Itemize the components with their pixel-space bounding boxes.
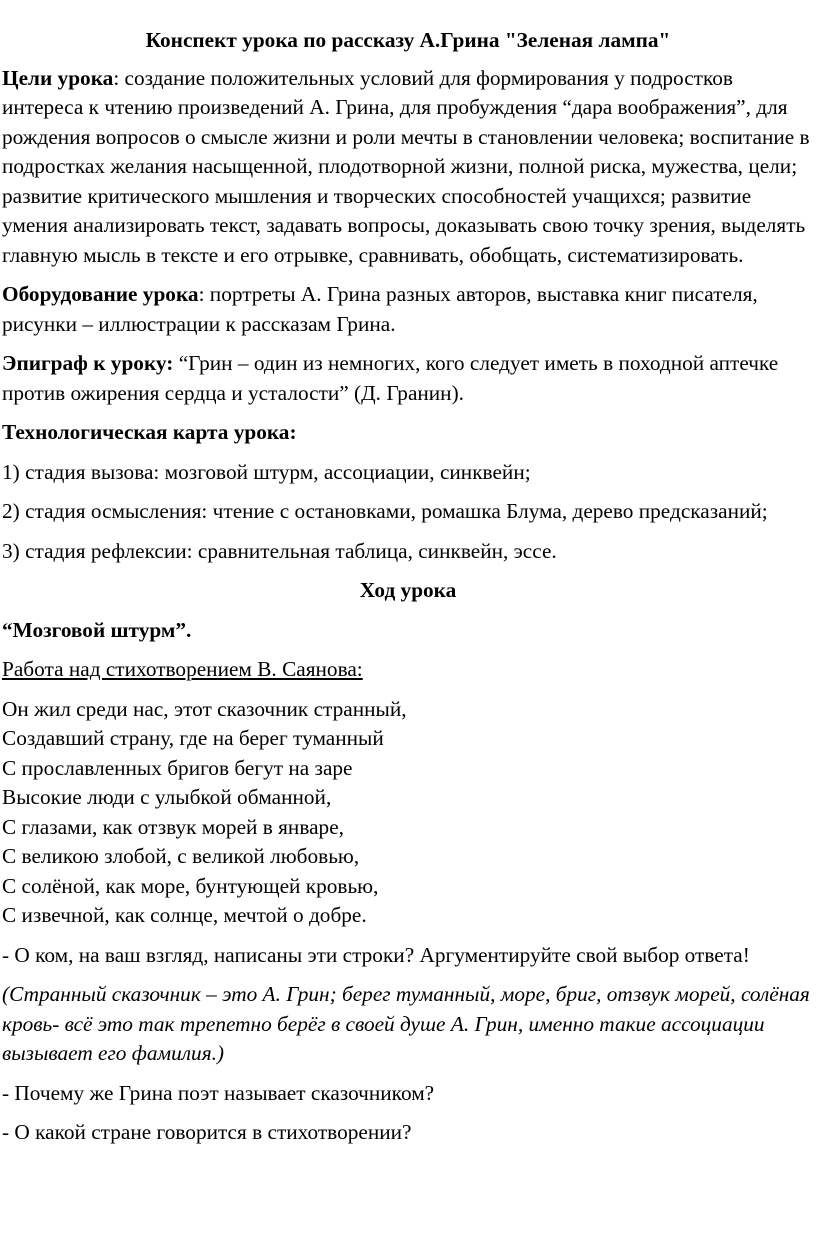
goals-label: Цели урока [2,65,114,90]
tech-map-heading-text: Технологическая карта урока: [2,420,297,444]
goals-paragraph [2,64,814,271]
answer-1: (Странный сказочник – это А. Грин; берег туманный, море, бриг, отзвук морей, солёная кровь- всё это так трепетно берёг в своей душе А. Грин, именно такие ассоциации вызывает его фамилия.) [2,982,810,1065]
poem-line: С извечной, как солнце, мечтой о добре. [2,903,367,927]
epigraph-label: Эпиграф к уроку: [2,351,174,375]
equipment-label: Оборудование урока [2,282,199,306]
poem [2,695,814,931]
document-title: Конспект урока по рассказу А.Грина "Зеленая лампа" [145,28,671,52]
stage-item: 2) стадия осмысления: чтение с остановками, ромашка Блума, дерево предсказаний; [2,499,768,523]
poem-line: Он жил среди нас, этот сказочник странный, [2,696,407,721]
poem-line: Высокие люди с улыбкой обманной, [2,785,332,809]
equipment-text: : портреты А. Грина разных авторов, выставка книг писателя, рисунки – иллюстрации к рассказам Грина. [2,282,758,336]
poem-line: С прославленных бригов бегут на заре [2,755,353,780]
poem-line: С солёной, как море, бунтующей кровью, [2,873,379,898]
tech-map-heading [2,418,814,448]
poem-line: Создавший страну, где на берег туманный [2,726,384,750]
goals-text: : создание положительных условий для формирования у подростков интереса к чтению произведений А. Грина, для пробуждения “дара воображения”, для рождения вопросов о смысле жизни и роли мечты в становлении человека; воспитание в подростках желания насыщенной, плодотворной жизни, полной риска, мужества, цели; развитие критического мышления и творческих способностей учащихся; развитие умения анализировать текст, задавать вопросы, доказывать свою точку зрения, выделять главную мысль в тексте и его отрывке, сравнивать, обобщать, систематизировать. [2,65,810,267]
brainstorm-heading [2,616,814,646]
poem-work-heading-text: Работа над стихотворением В. Саянова: [2,657,363,681]
question-3: - О какой стране говорится в стихотворении? [2,1120,412,1144]
epigraph-paragraph [2,349,814,408]
brainstorm-heading-text: “Мозговой штурм”. [2,617,192,642]
stage-item: 3) стадия рефлексии: сравнительная таблица, синквейн, эссе. [2,538,557,563]
poem-line: С великою злобой, с великой любовью, [2,844,360,868]
question-2: - Почему же Грина поэт называет сказочником? [2,1080,435,1105]
poem-line: С глазами, как отзвук морей в январе, [2,814,344,839]
poem-work-heading [2,655,814,685]
lesson-heading: Ход урока [359,578,457,602]
equipment-paragraph [2,280,814,339]
epigraph-text: “Грин – один из немногих, кого следует иметь в походной аптечке против ожирения сердца и усталости” (Д. Гранин). [2,351,779,405]
stage-item: 1) стадия вызова: мозговой штурм, ассоциации, синквейн; [2,459,531,484]
question-1: - О ком, на ваш взгляд, написаны эти строки? Аргументируйте свой выбор ответа! [2,942,750,967]
